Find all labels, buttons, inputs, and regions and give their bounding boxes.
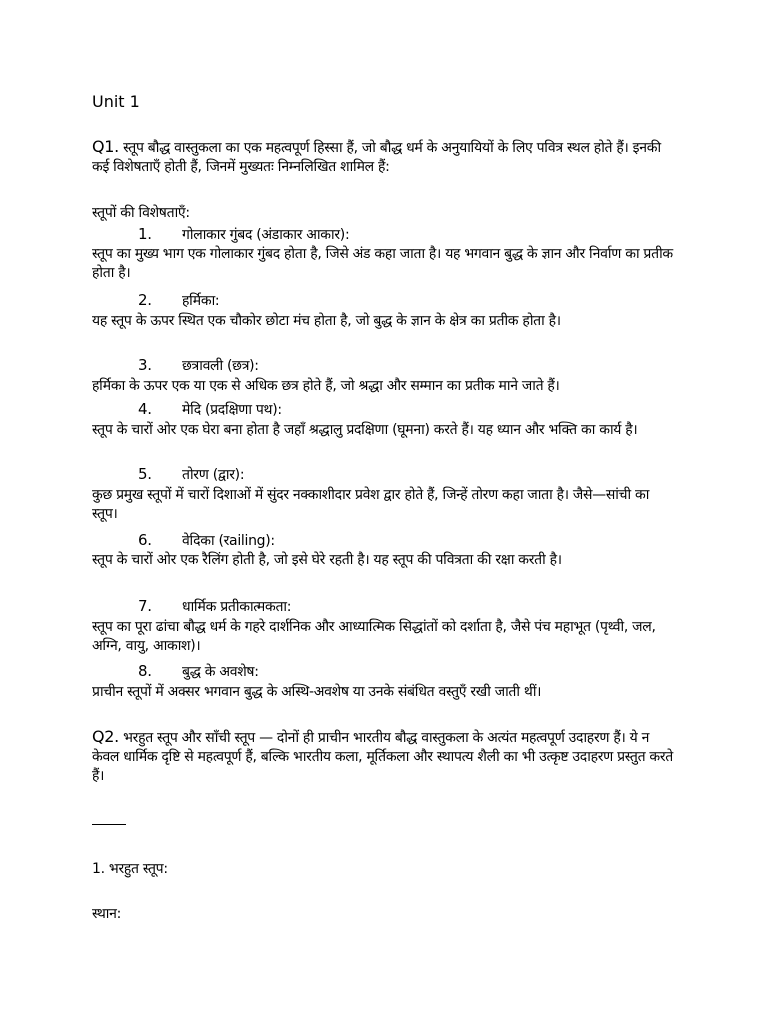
- feature-item-8-title-line: [138, 662, 638, 682]
- feature-item-7-desc: स्तूप का पूरा ढांचा बौद्ध धर्म के गहरे दार्शनिक और आध्यात्मिक सिद्धांतों को दर्शाता है, जैसे पंच महाभूत (पृथ्वी, जल, अग्नि, वायु, आकाश)।: [92, 619, 656, 654]
- feature-title: गोलाकार गुंबद (अंडाकार आकार):: [182, 227, 350, 243]
- feature-title: वेदिका (रailing):: [182, 533, 275, 549]
- feature-number: 8.: [138, 662, 152, 680]
- feature-item-6-title-line: [138, 531, 638, 551]
- features-heading: स्तूपों की विशेषताएँ:: [92, 205, 190, 221]
- feature-item-2-desc: यह स्तूप के ऊपर स्थित एक चौकोर छोटा मंच होता है, जो बुद्ध के ज्ञान के क्षेत्र का प्रतीक होता है।: [92, 313, 561, 329]
- feature-number: 7.: [138, 597, 152, 615]
- feature-item-1-desc: स्तूप का मुख्य भाग एक गोलाकार गुंबद होता है, जिसे अंड कहा जाता है। यह भगवान बुद्ध के ज्ञान और निर्वाण का प्रतीक होता है।: [92, 246, 673, 281]
- feature-item-3-title-line: [138, 356, 638, 376]
- feature-item-5-title-line: [138, 465, 638, 485]
- section-divider: [92, 824, 126, 825]
- feature-number: 4.: [138, 400, 152, 418]
- q1-paragraph: [92, 137, 677, 177]
- section-1-heading: 1. भरहुत स्तूप:: [92, 861, 168, 877]
- feature-item-7-title-line: [138, 597, 638, 617]
- q2-paragraph: [92, 727, 677, 786]
- feature-title: बुद्ध के अवशेष:: [182, 664, 259, 680]
- feature-number: 6.: [138, 531, 152, 549]
- feature-title: धार्मिक प्रतीकात्मकता:: [182, 599, 292, 615]
- feature-item-3-desc: हर्मिका के ऊपर एक या एक से अधिक छत्र होते हैं, जो श्रद्धा और सम्मान का प्रतीक माने जाते हैं।: [92, 378, 560, 394]
- feature-item-8-desc: प्राचीन स्तूपों में अक्सर भगवान बुद्ध के अस्थि-अवशेष या उनके संबंधित वस्तुएँ रखी जाती थीं।: [92, 684, 542, 700]
- feature-item-1-title-line: [138, 225, 638, 245]
- feature-item-4-title-line: [138, 400, 638, 420]
- feature-title: छत्रावली (छत्र):: [182, 358, 259, 374]
- feature-title: तोरण (द्वार):: [182, 467, 245, 483]
- feature-title: हर्मिका:: [182, 293, 220, 309]
- feature-number: 5.: [138, 465, 152, 483]
- unit-title: Unit 1: [92, 92, 140, 111]
- q2-text: भरहुत स्तूप और साँची स्तूप — दोनों ही प्राचीन भारतीय बौद्ध वास्तुकला के अत्यंत महत्वपूर्ण उदाहरण हैं। ये न केवल धार्मिक दृष्टि से महत्वपूर्ण हैं, बल्कि भारतीय कला, मूर्तिकला और स्थापत्य शैली का भी उत्कृष्ट उदाहरण प्रस्तुत करते हैं।: [92, 730, 673, 784]
- feature-number: 1.: [138, 225, 152, 243]
- q2-label: Q2.: [92, 727, 119, 746]
- feature-item-6-desc: स्तूप के चारों ओर एक रैलिंग होती है, जो इसे घेरे रहती है। यह स्तूप की पवित्रता की रक्षा करती है।: [92, 552, 562, 568]
- feature-title: मेदि (प्रदक्षिणा पथ):: [182, 402, 282, 418]
- feature-item-4-desc: स्तूप के चारों ओर एक घेरा बना होता है जहाँ श्रद्धालु प्रदक्षिणा (घूमना) करते हैं। यह ध्यान और भक्ति का कार्य है।: [92, 422, 638, 438]
- location-label: स्थान:: [92, 906, 122, 922]
- feature-item-5-desc: कुछ प्रमुख स्तूपों में चारों दिशाओं में सुंदर नक्काशीदार प्रवेश द्वार होते हैं, जिन्हें तोरण कहा जाता है। जैसे—सांची का स्तूप।: [92, 487, 650, 522]
- q1-label: Q1.: [92, 137, 119, 156]
- q1-text: स्तूप बौद्ध वास्तुकला का एक महत्वपूर्ण हिस्सा हैं, जो बौद्ध धर्म के अनुयायियों के लिए पवित्र स्थल होते हैं। इनकी कई विशेषताएँ होती हैं, जिनमें मुख्यतः निम्नलिखित शामिल हैं:: [92, 140, 661, 175]
- feature-number: 3.: [138, 356, 152, 374]
- feature-number: 2.: [138, 291, 152, 309]
- feature-item-2-title-line: [138, 291, 638, 311]
